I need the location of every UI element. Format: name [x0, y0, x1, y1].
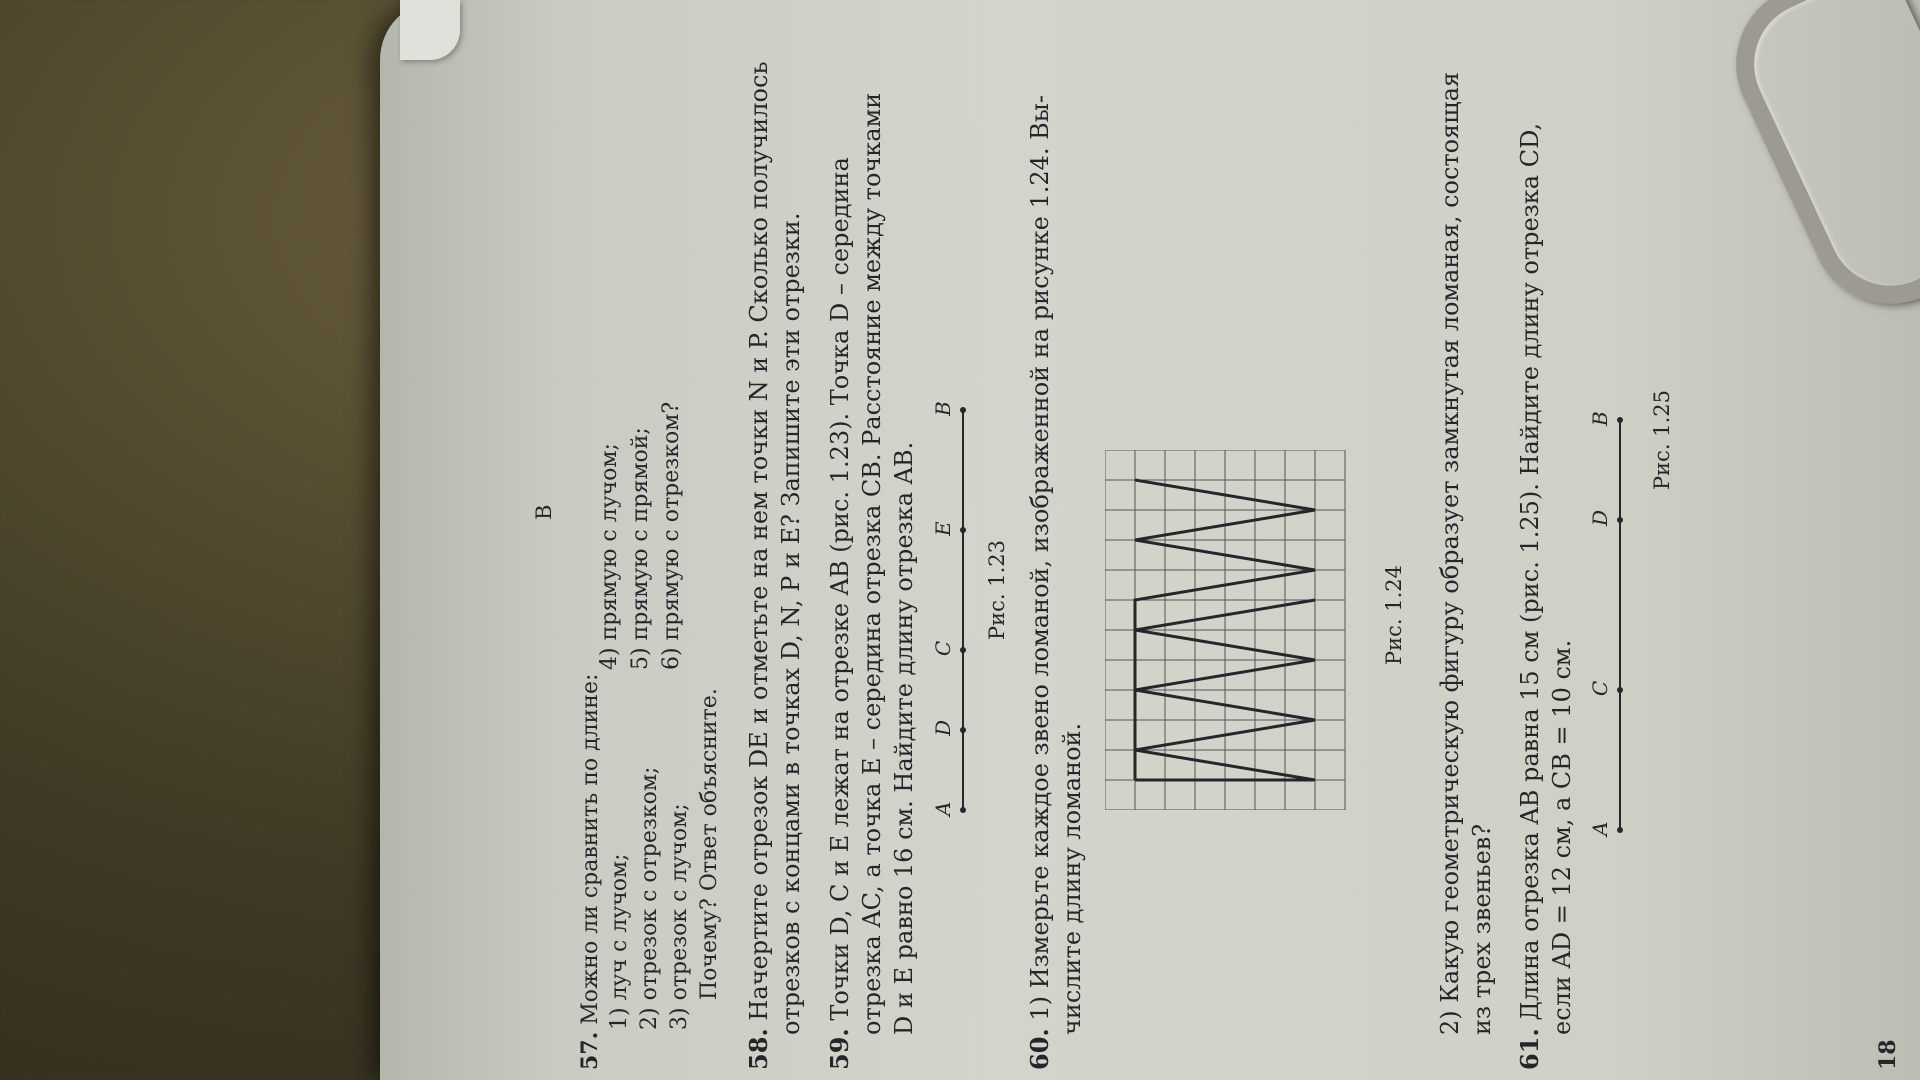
problem-57 — [575, 674, 606, 1070]
point-b-2 — [1617, 417, 1623, 423]
label-e: E — [931, 521, 955, 536]
problem-58-line-1 — [744, 61, 774, 1070]
figure-1-24 — [1105, 450, 1365, 810]
problem-59-line-3: D и E равно 16 см. Найдите длину отрезка AB. — [890, 441, 918, 1035]
point-e — [960, 527, 966, 533]
problem-60-text-1: 1) Измерьте каждое звено ломаной, изображенной на рисунке 1.24. Вы- — [1026, 94, 1054, 1021]
problem-57-number: 57. — [577, 1031, 603, 1070]
problem-60-line-1 — [1025, 95, 1055, 1070]
label-a-2: A — [1588, 821, 1612, 836]
figure-1-25-caption: Рис. 1.25 — [1650, 390, 1674, 490]
figure-1-25 — [1580, 400, 1650, 850]
header-letter: В — [532, 504, 556, 520]
problem-60-line-2: числите длину ломаной. — [1058, 722, 1086, 1035]
problem-61-line-1 — [1515, 123, 1545, 1070]
point-c-2 — [1617, 687, 1623, 693]
label-b-2: B — [1588, 411, 1612, 426]
label-d-2: D — [1588, 509, 1612, 526]
point-a — [960, 807, 966, 813]
label-b: B — [931, 401, 955, 416]
figure-1-24-caption: Рис. 1.24 — [1382, 565, 1406, 665]
problem-59-text-1: Точки D, C и E лежат на отрезке AB (рис. 1.23). Точка D – середина — [826, 157, 854, 1021]
problem-61-line-2: если AD = 12 см, а CB = 10 см. — [1548, 639, 1576, 1035]
label-d: D — [931, 719, 955, 736]
p57-option-4: 4) прямую с лучом; — [597, 443, 622, 670]
problem-59-number: 59. — [825, 1028, 854, 1070]
point-b — [960, 407, 966, 413]
point-d — [960, 727, 966, 733]
point-c — [960, 647, 966, 653]
point-d-2 — [1617, 517, 1623, 523]
page-content — [520, 0, 1920, 1080]
page-corner — [400, 0, 460, 60]
p57-tail: Почему? Ответ объясните. — [697, 688, 722, 1000]
problem-59-line-2: отрезка AC, а точка E – середина отрезка CB. Расстояние между точками — [858, 92, 886, 1035]
problem-60-part2-line-1: 2) Какую геометрическую фигуру образует замкнутая ломаная, состоящая — [1436, 71, 1464, 1035]
p57-option-1: 1) луч с лучом; — [607, 853, 632, 1030]
problem-60-number: 60. — [1025, 1028, 1054, 1070]
p57-option-3: 3) отрезок с лучом; — [667, 803, 692, 1030]
problem-59-line-1 — [825, 157, 855, 1070]
point-a-2 — [1617, 827, 1623, 833]
problem-60-part2-line-2: из трех звеньев? — [1468, 823, 1496, 1035]
p57-option-5: 5) прямую с прямой; — [628, 427, 653, 670]
problem-58-number: 58. — [744, 1028, 773, 1070]
label-c: C — [931, 640, 955, 656]
figure-1-23-caption: Рис. 1.23 — [985, 540, 1009, 640]
problem-57-intro: Можно ли сравнить по длине: — [578, 673, 603, 1025]
p57-option-2: 2) отрезок с отрезком; — [637, 766, 662, 1030]
label-c-2: C — [1588, 680, 1612, 696]
problem-61-text-1: Длина отрезка AB равна 15 см (рис. 1.25). Найдите длину отрезка CD, — [1516, 122, 1544, 1021]
label-a: A — [931, 801, 955, 816]
p57-option-6: 6) прямую с отрезком? — [659, 401, 684, 670]
page-number: 18 — [1875, 1039, 1901, 1070]
problem-58-line-2: отрезков с концами в точках D, N, P и E? Запишите эти отрезки. — [777, 212, 805, 1035]
problem-61-number: 61. — [1515, 1028, 1544, 1070]
problem-58-text-1: Начертите отрезок DE и отметьте на нем точки N и P. Сколько получилось — [745, 61, 773, 1021]
